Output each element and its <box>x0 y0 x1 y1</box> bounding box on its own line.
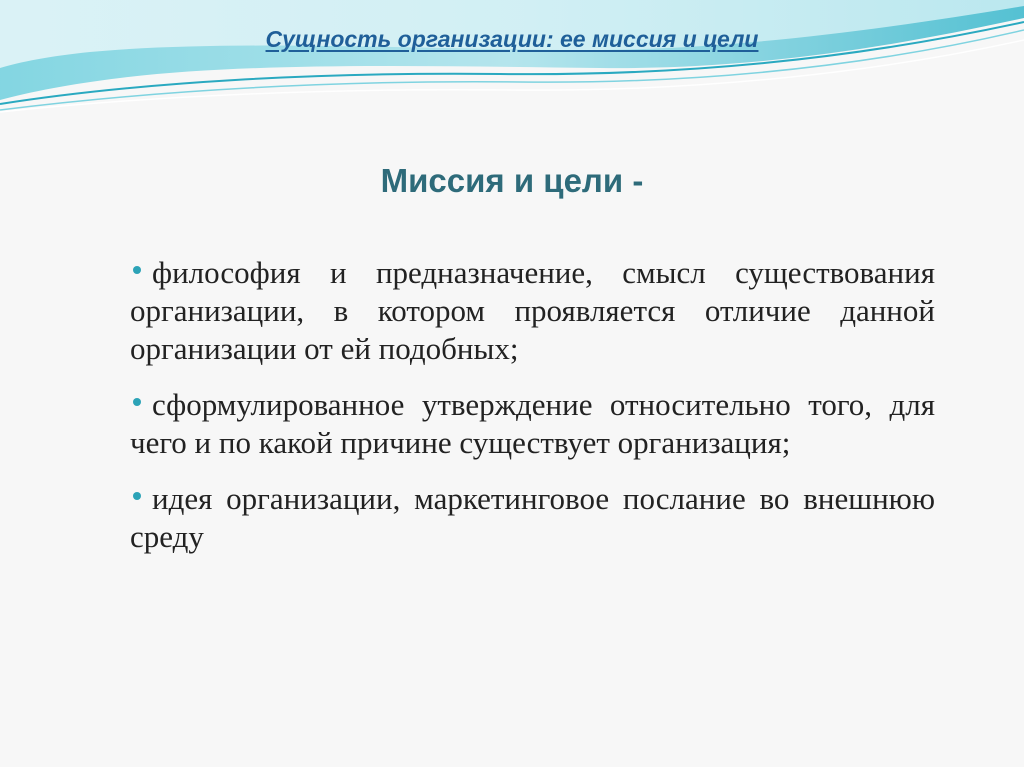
bullet-text: сформулированное утверждение относительно того, для чего и по какой причине существует организация; <box>130 387 935 460</box>
bullet-dot-icon <box>133 398 141 406</box>
bullet-item <box>130 480 935 556</box>
bullet-text: философия и предназначение, смысл существования организации, в котором проявляется отличие данной организации от ей подобных; <box>130 255 935 366</box>
bullet-list <box>130 254 935 574</box>
bullet-item <box>130 386 935 462</box>
bullet-item <box>130 254 935 368</box>
header-title: Сущность организации: ее миссия и цели <box>265 26 759 52</box>
subtitle: Миссия и цели - <box>380 162 644 199</box>
bullet-text: идея организации, маркетинговое послание во внешнюю среду <box>130 481 935 554</box>
bullet-dot-icon <box>133 266 141 274</box>
header-wave-decoration <box>0 0 1024 120</box>
bullet-dot-icon <box>133 492 141 500</box>
